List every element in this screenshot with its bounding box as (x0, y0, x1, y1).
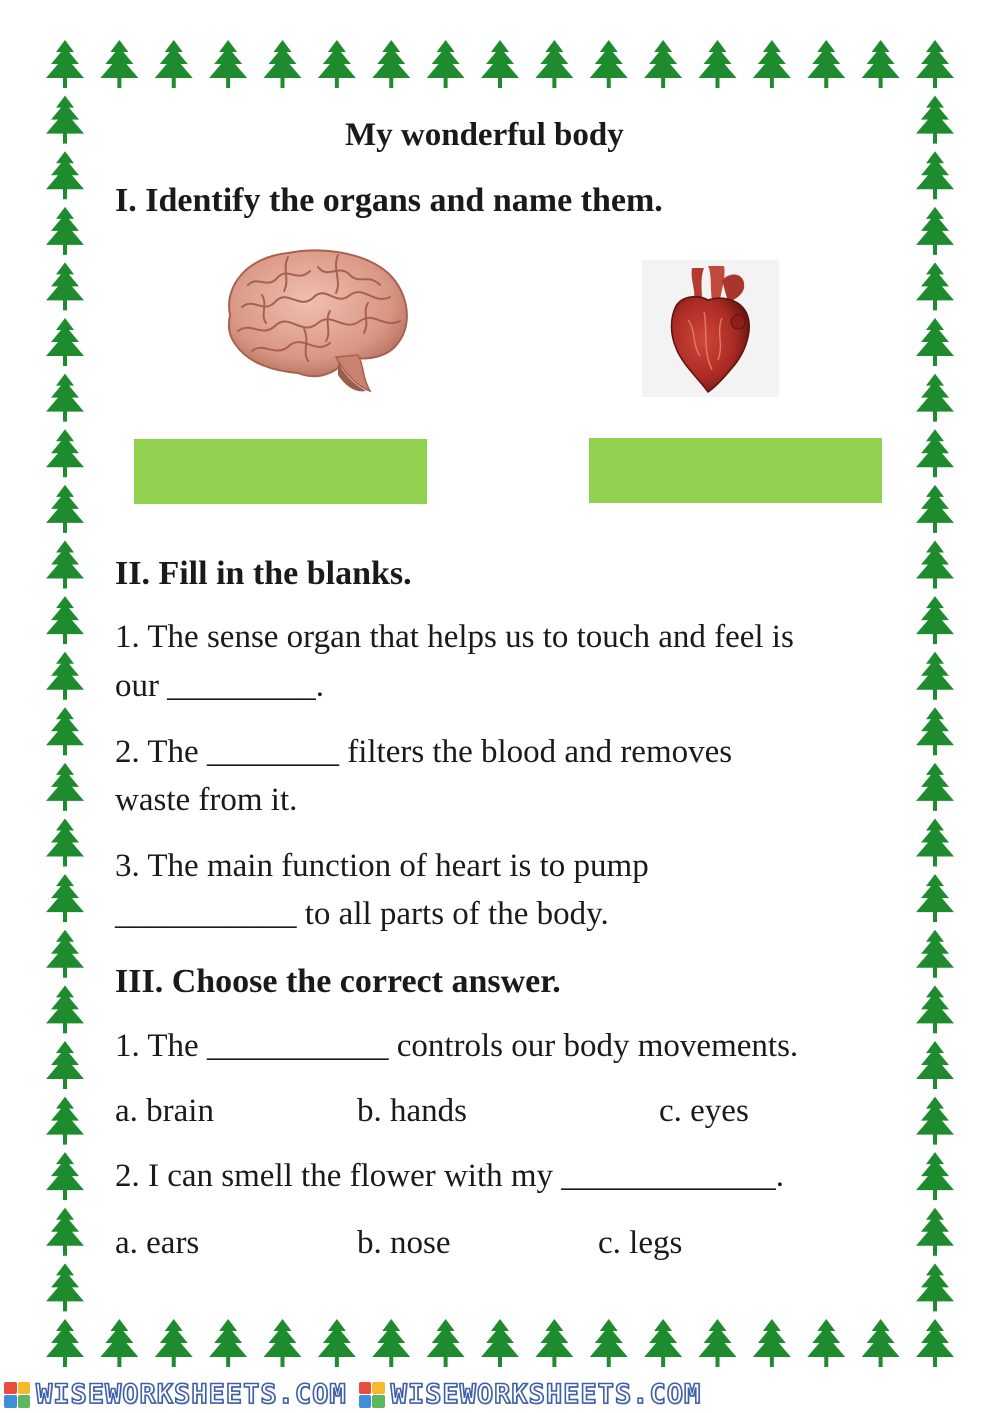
choice-q1-option-b[interactable]: b. hands (357, 1093, 467, 1129)
christmas-tree-icon (46, 1319, 84, 1367)
christmas-tree-icon (46, 985, 84, 1033)
christmas-tree-icon (644, 40, 682, 88)
fill-q3-line1: 3. The main function of heart is to pump (115, 848, 649, 884)
christmas-tree-icon (590, 40, 628, 88)
christmas-tree-icon (46, 96, 84, 144)
christmas-tree-icon (318, 40, 356, 88)
christmas-tree-icon (916, 763, 954, 811)
christmas-tree-icon (264, 40, 302, 88)
christmas-tree-icon (318, 1319, 356, 1367)
christmas-tree-icon (916, 540, 954, 588)
christmas-tree-icon (916, 40, 954, 88)
christmas-tree-icon (209, 1319, 247, 1367)
christmas-tree-icon (372, 1319, 410, 1367)
christmas-tree-icon (916, 318, 954, 366)
christmas-tree-icon (916, 652, 954, 700)
choice-q2-option-a[interactable]: a. ears (115, 1225, 200, 1261)
watermark (0, 1379, 347, 1410)
christmas-tree-icon (46, 1263, 84, 1311)
christmas-tree-icon (46, 1097, 84, 1145)
watermark-text: WISEWORKSHEETS.COM (36, 1379, 347, 1410)
christmas-tree-icon (916, 151, 954, 199)
christmas-tree-icon (46, 374, 84, 422)
christmas-tree-icon (46, 485, 84, 533)
christmas-tree-icon (916, 429, 954, 477)
choice-q1: 1. The ___________ controls our body movements. (115, 1028, 799, 1064)
christmas-tree-icon (46, 1208, 84, 1256)
christmas-tree-icon (427, 40, 465, 88)
fill-q1-line2: our _________. (115, 668, 324, 704)
christmas-tree-icon (46, 596, 84, 644)
christmas-tree-icon (46, 819, 84, 867)
fill-q2-line2: waste from it. (115, 782, 298, 818)
christmas-tree-icon (807, 40, 845, 88)
christmas-tree-icon (372, 40, 410, 88)
christmas-tree-icon (916, 819, 954, 867)
watermark (355, 1379, 702, 1410)
christmas-tree-icon (916, 207, 954, 255)
brain-answer-box[interactable] (134, 439, 427, 504)
christmas-tree-icon (46, 151, 84, 199)
christmas-tree-icon (916, 1041, 954, 1089)
christmas-tree-icon (46, 874, 84, 922)
choice-q2: 2. I can smell the flower with my _____________. (115, 1158, 785, 1194)
christmas-tree-icon (916, 1208, 954, 1256)
choice-q1-option-a[interactable]: a. brain (115, 1093, 214, 1129)
christmas-tree-icon (753, 40, 791, 88)
christmas-tree-icon (46, 1041, 84, 1089)
christmas-tree-icon (46, 652, 84, 700)
christmas-tree-icon (481, 1319, 519, 1367)
christmas-tree-icon (916, 374, 954, 422)
christmas-tree-icon (46, 262, 84, 310)
christmas-tree-icon (862, 1319, 900, 1367)
fill-q1-line1: 1. The sense organ that helps us to touch and feel is (115, 619, 794, 655)
brain-image (218, 245, 414, 395)
christmas-tree-icon (209, 40, 247, 88)
christmas-tree-icon (916, 874, 954, 922)
choice-q2-option-b[interactable]: b. nose (357, 1225, 451, 1261)
heart-answer-box[interactable] (589, 438, 882, 503)
section1-heading: I. Identify the organs and name them. (115, 182, 663, 219)
christmas-tree-icon (916, 1319, 954, 1367)
fill-q2-line1: 2. The ________ filters the blood and removes (115, 734, 733, 770)
christmas-tree-icon (46, 318, 84, 366)
christmas-tree-icon (916, 1263, 954, 1311)
christmas-tree-icon (916, 96, 954, 144)
christmas-tree-icon (590, 1319, 628, 1367)
christmas-tree-icon (699, 1319, 737, 1367)
christmas-tree-icon (916, 262, 954, 310)
christmas-tree-icon (46, 429, 84, 477)
christmas-tree-icon (916, 985, 954, 1033)
christmas-tree-icon (916, 1152, 954, 1200)
christmas-tree-icon (155, 40, 193, 88)
christmas-tree-icon (46, 930, 84, 978)
christmas-tree-icon (535, 1319, 573, 1367)
christmas-tree-icon (916, 485, 954, 533)
christmas-tree-icon (644, 1319, 682, 1367)
christmas-tree-icon (916, 1097, 954, 1145)
christmas-tree-icon (807, 1319, 845, 1367)
section3-heading: III. Choose the correct answer. (115, 963, 561, 1000)
christmas-tree-icon (481, 40, 519, 88)
christmas-tree-icon (264, 1319, 302, 1367)
heart-image (642, 260, 779, 397)
christmas-tree-icon (862, 40, 900, 88)
christmas-tree-icon (46, 207, 84, 255)
christmas-tree-icon (916, 707, 954, 755)
christmas-tree-icon (46, 540, 84, 588)
watermark-strip (0, 1376, 1000, 1413)
christmas-tree-icon (916, 596, 954, 644)
christmas-tree-icon (100, 1319, 138, 1367)
christmas-tree-icon (46, 707, 84, 755)
christmas-tree-icon (753, 1319, 791, 1367)
fill-q3-line2: ___________ to all parts of the body. (115, 896, 609, 932)
christmas-tree-icon (155, 1319, 193, 1367)
christmas-tree-icon (46, 1152, 84, 1200)
christmas-tree-icon (535, 40, 573, 88)
wiseworksheets-logo-icon (359, 1382, 385, 1408)
christmas-tree-icon (100, 40, 138, 88)
christmas-tree-icon (916, 930, 954, 978)
christmas-tree-icon (427, 1319, 465, 1367)
christmas-tree-icon (46, 763, 84, 811)
christmas-tree-icon (46, 40, 84, 88)
choice-q1-option-c[interactable]: c. eyes (659, 1093, 749, 1129)
section2-heading: II. Fill in the blanks. (115, 555, 412, 592)
wiseworksheets-logo-icon (4, 1382, 30, 1408)
watermark-text: WISEWORKSHEETS.COM (390, 1379, 702, 1410)
choice-q2-option-c[interactable]: c. legs (598, 1225, 683, 1261)
page-title: My wonderful body (345, 117, 624, 153)
christmas-tree-icon (699, 40, 737, 88)
